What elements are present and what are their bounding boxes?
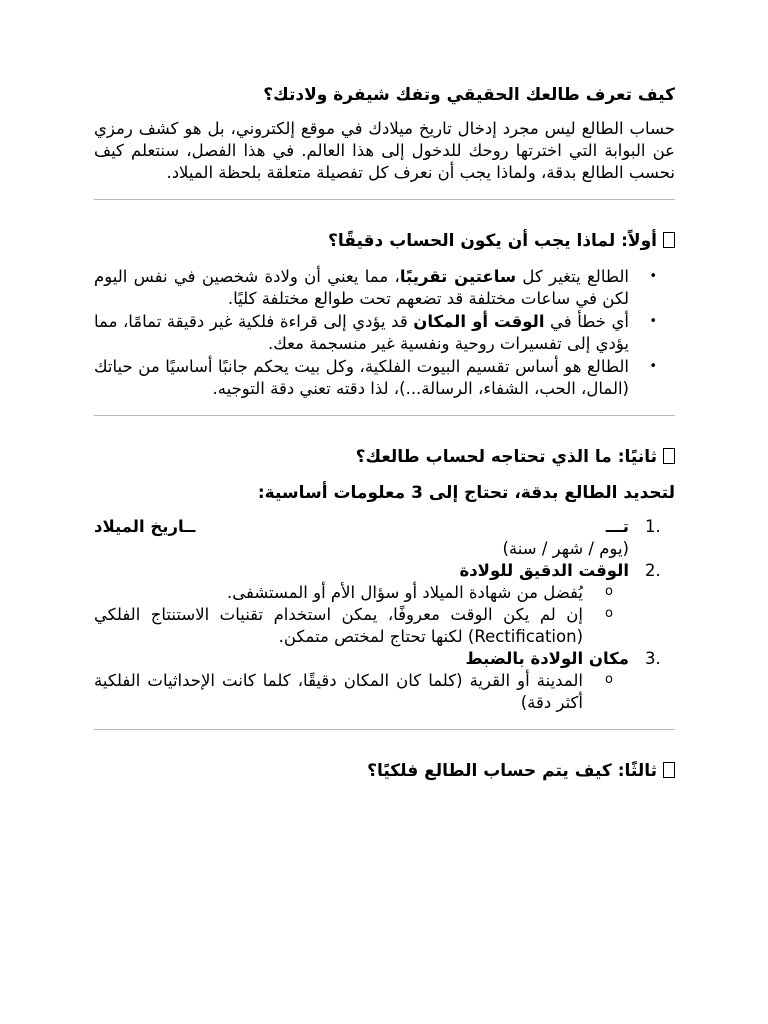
list-item-emphasis: ساعتين تقريبًا — [399, 267, 517, 286]
missing-glyph-icon — [663, 448, 675, 464]
list-item-title — [94, 516, 629, 538]
sub-list-item: o المدينة أو القرية (كلما كان المكان دقيقًا، كلما كانت الإحداثيات الفلكية أكثر دقة) — [94, 670, 583, 714]
list-item-title-part: تـــ — [605, 517, 629, 536]
section-heading-3-text: ثالثًا: كيف يتم حساب الطالع فلكيًا؟ — [367, 761, 657, 781]
intro-paragraph: حساب الطالع ليس مجرد إدخال تاريخ ميلادك في موقع إلكتروني، بل هو كشف رمزي عن البوابة التي اخترتها روحك للدخول إلى هذا العالم. في هذا الفصل، سنتعلم كيف نحسب الطالع بدقة، ولماذا يجب أن نعرف كل تفصيلة متعلقة بلحظة الميلاد. — [94, 119, 675, 182]
list-item: • الطالع هو أساس تقسيم البيوت الفلكية، وكل بيت يحكم جانبًا أساسيًا من حياتك (المال، الحب، الشفاء، الرسالة...)، لذا دقته تعني دقة التوجيه. — [94, 356, 629, 400]
list-number: 3. — [645, 649, 661, 668]
sub-list-item-term: Rectification — [474, 627, 577, 646]
section-heading-3 — [94, 760, 675, 782]
list-item-title: مكان الولادة بالضبط — [465, 649, 629, 668]
sub-list-item — [94, 604, 583, 648]
sub-list — [94, 582, 629, 648]
list-item — [94, 648, 661, 714]
missing-glyph-icon — [663, 232, 675, 248]
list-item-note: (يوم / شهر / سنة) — [502, 539, 629, 558]
missing-glyph-icon — [663, 762, 675, 778]
list-number: 1. — [645, 517, 661, 536]
sub-list — [94, 670, 629, 714]
list-item — [94, 311, 629, 355]
document-body — [94, 84, 675, 796]
section-divider — [94, 415, 675, 416]
list-number: 2. — [645, 561, 661, 580]
list-item — [94, 560, 661, 648]
section-divider — [94, 729, 675, 730]
list-item-text: الطالع يتغير كل — [516, 267, 629, 286]
section-heading-2-text: ثانيًا: ما الذي تحتاجه لحساب طالعك؟ — [355, 447, 657, 467]
list-item-text: ، مما يعني أن ولادة شخصين في نفس اليوم لكن في ساعات مختلفة قد تضعهم تحت طوالع مختلفة كليًا. — [94, 267, 629, 308]
section-heading-1 — [94, 230, 675, 252]
sub-list-item-text: إن لم يكن الوقت معروفًا، يمكن استخدام تقنيات الاستنتاج الفلكي ( — [94, 605, 583, 646]
list-item-title-part: ــاريخ الميلاد — [94, 517, 196, 536]
list-item-title: الوقت الدقيق للولادة — [459, 561, 629, 580]
sub-list-item-text: ) لكنها تحتاج لمختص متمكن. — [278, 627, 475, 646]
numbered-list — [94, 516, 675, 714]
list-item — [94, 266, 629, 310]
list-item — [94, 516, 661, 560]
section-heading-2 — [94, 446, 675, 468]
section-divider — [94, 199, 675, 200]
list-item-text: أي خطأ في — [544, 312, 630, 331]
bullet-list — [94, 266, 675, 400]
requirements-lead: لتحديد الطالع بدقة، تحتاج إلى 3 معلومات أساسية: — [257, 483, 675, 503]
document-title: كيف تعرف طالعك الحقيقي وتفك شيفرة ولادتك؟ — [263, 85, 675, 105]
list-item-emphasis: الوقت أو المكان — [413, 312, 545, 331]
section-heading-1-text: أولاً: لماذا يجب أن يكون الحساب دقيقًا؟ — [328, 231, 657, 251]
list-item-text: قد يؤدي إلى قراءة فلكية غير دقيقة تمامًا، مما يؤدي إلى تفسيرات روحية ونفسية غير منسجمة معك. — [94, 312, 629, 353]
sub-list-item: o يُفضل من شهادة الميلاد أو سؤال الأم أو المستشفى. — [94, 582, 583, 604]
